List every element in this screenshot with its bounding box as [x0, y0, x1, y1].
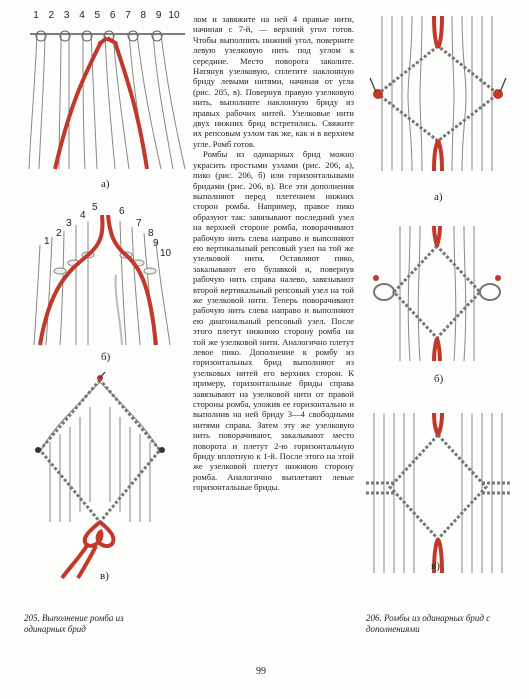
figure-205b-illustration [30, 215, 180, 350]
figure-206v-illustration [366, 413, 511, 573]
thread-number: 9 [153, 238, 159, 249]
body-text [193, 14, 354, 493]
figure-205a-illustration [25, 24, 190, 174]
thread-numbers-a [30, 10, 180, 21]
thread-number: 3 [63, 10, 70, 21]
figure-206-caption [366, 613, 490, 635]
thread-number: 5 [92, 202, 98, 213]
figure-205v-label: в) [100, 570, 109, 582]
thread-number: 6 [119, 206, 125, 217]
thread-number: 1 [33, 10, 39, 21]
figure-205b-label: б) [101, 351, 111, 363]
thread-number: 3 [66, 218, 72, 229]
thread-number: 1 [44, 236, 50, 247]
figure-206a-illustration [368, 16, 508, 176]
figure-205v-illustration [30, 372, 170, 582]
paragraph: Ромбы из одинарных брид можно украсить простыми узлами (рис. 206, а), пико (рис. 206, б) или горизонтальными бридами (рис. 206, в). Все эти дополнения выполняют перед плетением нижних сторон ромба. Например, правое пико образуют так: завязывают последний узел на верхней стороне ромба, поворачивают рабочую нить слева направо и выполняют ею вертикальный репсовый узел на той же узелковой нити. Оставляют пико, закалывают его булавкой и, повернув рабочую нить справа налево, завязывают второй вертикальный репсовый узел на той же узелковой нити. Теперь поворачивают рабочую нить слева направо и выполняют ею диагональный репсовый узел. После этого плетут нижнюю сторону ромба на той же узелковой нити. Аналогично плетут левое пико. Дополнение к ромбу из горизонтальных брид выполняют из узелковых нитей его верхних сторон. К примеру, горизонтальные бриды справа завязывают на узелковой нити от правой стороны ромба, уложив ее горизонтально и выполнив на ней бриду 3—4 свободными нитями справа. Затем эту же узелковую нить поворачивают, закалывают место поворота и плетут 2-ю горизонтальную бриду вплотную к 1-й. После этого на этой же узелковой плетут нижнюю сторону ромба. Аналогично выплетают левые горизонтальные бриды. [193, 149, 354, 493]
thread-number: 4 [80, 210, 86, 221]
caption-line: 205. Выполнение ромба из [24, 613, 124, 623]
thread-number: 10 [168, 10, 180, 21]
thread-number: 6 [109, 10, 116, 21]
thread-number: 5 [94, 10, 101, 21]
caption-line: одинарных брид [24, 624, 86, 634]
thread-number: 2 [48, 10, 55, 21]
figure-206v-label: в) [431, 560, 440, 572]
thread-number: 7 [125, 10, 131, 21]
paragraph: лом и завяжите на ней 4 правые нити, начиная с 7-й, — верхний угол готов. Чтобы выполнить нижний угол, поверните левую узелковую нить под углом к середине. Место поворота заколите. Натянув узелковую, сплетите наклонную бриду левыми нитями, начиная от угла (рис. 205, в). Повернув правую узелковую нить, выполните наклонную бриду из правых рабочих нитей. Узелковые нити двух нижних брид встретились. Свяжите их репсовым узлом так же, как и в верхнем угле. Ромб готов. [193, 14, 354, 149]
thread-number: 7 [136, 218, 142, 229]
figure-206a-label: а) [434, 191, 443, 203]
caption-line: дополнениями [366, 624, 420, 634]
thread-number: 9 [155, 10, 162, 21]
figure-206b-label: б) [434, 373, 444, 385]
thread-number: 8 [148, 228, 154, 239]
figure-205a-label: а) [101, 178, 110, 190]
thread-number: 2 [56, 228, 62, 239]
figure-205-caption [24, 613, 124, 635]
caption-line: 206. Ромбы из одинарных брид с [366, 613, 491, 623]
thread-number: 10 [160, 248, 172, 259]
page-number: 99 [256, 666, 266, 677]
thread-number: 4 [79, 10, 85, 21]
thread-number: 8 [140, 10, 147, 21]
figure-206b-illustration [370, 226, 505, 366]
